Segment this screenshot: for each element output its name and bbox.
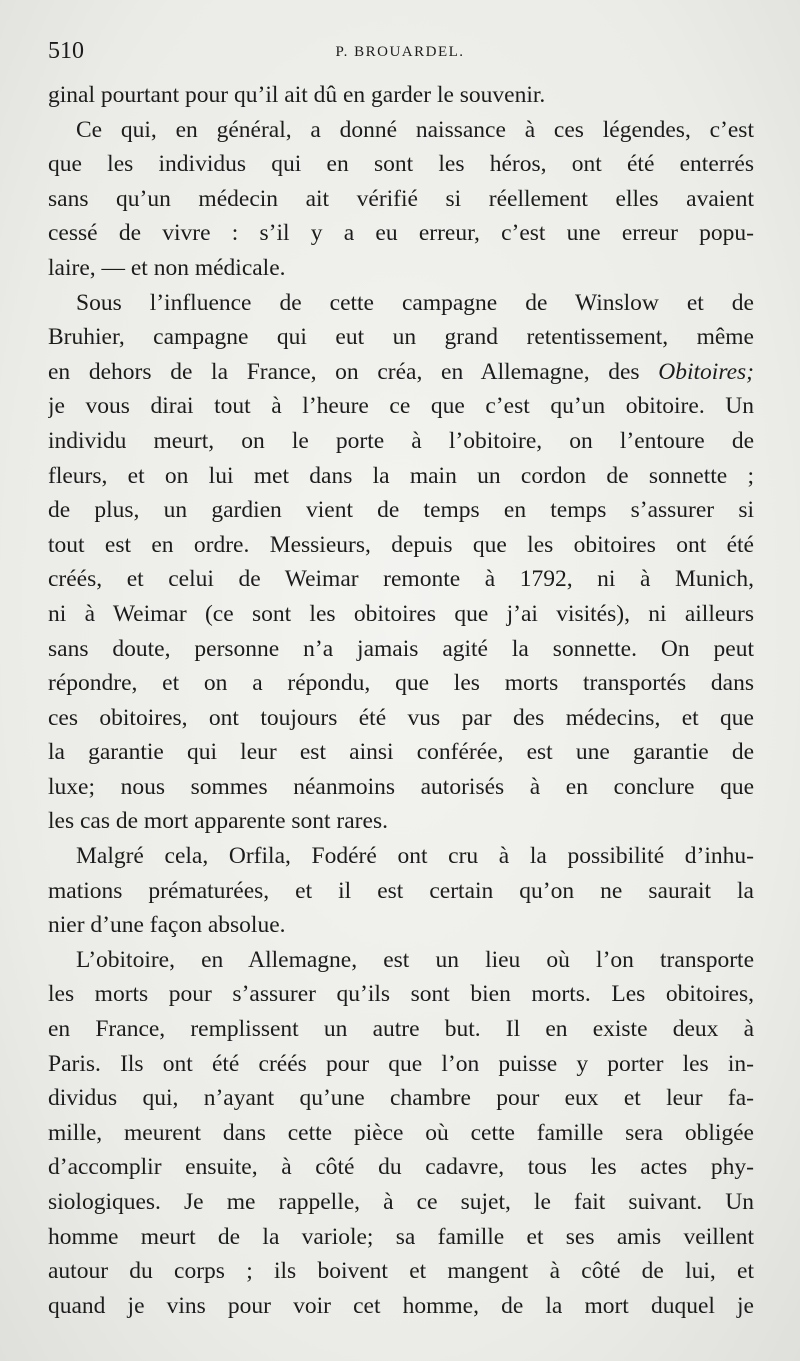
text-line: Ce qui, en général, a donné naissance à ces légendes, c’est	[76, 116, 754, 143]
text-line: luxe; nous sommes néanmoins autorisés à en conclure que	[48, 773, 754, 800]
text-line: d’accomplir ensuite, à côté du cadavre, tous les actes phy-	[48, 1154, 754, 1181]
text-line: en France, remplissent un autre but. Il en existe deux à	[48, 1016, 754, 1043]
text-line: siologiques. Je me rappelle, à ce sujet, le fait suivant. Un	[48, 1189, 754, 1215]
text-line: quand je vins pour voir cet homme, de la mort duquel je	[48, 1292, 754, 1319]
text-line: dividus qui, n’ayant qu’une chambre pour eux et leur fa-	[48, 1085, 754, 1112]
text-line: Sous l’influence de cette campagne de Winslow et de	[76, 289, 754, 316]
text-line: L’obitoire, en Allemagne, est un lieu où l’on transporte	[76, 946, 754, 973]
text-line: les cas de mort apparente sont rares.	[48, 808, 388, 835]
text-line: de plus, un gardien vient de temps en temps s’assurer si	[48, 497, 754, 524]
text-line: ces obitoires, ont toujours été vus par des médecins, et que	[48, 704, 754, 731]
text-line: homme meurt de la variole; sa famille et ses amis veillent	[48, 1223, 754, 1250]
text-line: Bruhier, campagne qui eut un grand retentissement, même	[48, 324, 754, 351]
running-head: P. BROUARDEL.	[335, 44, 465, 60]
text-line: individu meurt, on le porte à l’obitoire, on l’entoure de	[48, 427, 754, 454]
text-line: répondre, et on a répondu, que les morts transportés dans	[48, 670, 754, 697]
text-line: sans qu’un médecin ait vérifié si réellement elles avaient	[48, 185, 754, 212]
text-line: cessé de vivre : s’il y a eu erreur, c’est une erreur popu-	[48, 220, 754, 247]
text-line: ginal pourtant pour qu’il ait dû en garder le souvenir.	[48, 82, 546, 108]
text-line: créés, et celui de Weimar remonte à 1792, ni à Munich,	[48, 566, 754, 593]
page-header	[48, 38, 752, 68]
text-line: mille, meurent dans cette pièce où cette famille sera obligée	[48, 1119, 754, 1146]
page-number: 510	[48, 38, 84, 64]
text-line: sans doute, personne n’a jamais agité la sonnette. On peut	[48, 635, 754, 662]
text-line: je vous dirai tout à l’heure ce que c’est qu’un obitoire. Un	[48, 393, 754, 420]
text-line: Malgré cela, Orfila, Fodéré ont cru à la possibilité d’inhu-	[76, 843, 754, 870]
text-line: Paris. Ils ont été créés pour que l’on puisse y porter les in-	[48, 1050, 754, 1077]
text-line: tout est en ordre. Messieurs, depuis que les obitoires ont été	[48, 531, 754, 558]
text-line: fleurs, et on lui met dans la main un cordon de sonnette ;	[48, 462, 754, 489]
body-text	[48, 78, 754, 1323]
text-line: nier d’une façon absolue.	[48, 912, 286, 939]
text-line: laire, — et non médicale.	[48, 254, 286, 281]
text-line: ni à Weimar (ce sont les obitoires que j’ai visités), ni ailleurs	[48, 600, 754, 627]
text-line: que les individus qui en sont les héros, ont été enterrés	[48, 151, 754, 178]
text-line: les morts pour s’assurer qu’ils sont bien morts. Les obitoires,	[48, 981, 754, 1008]
text-line: en dehors de la France, on créa, en Allemagne, des Obitoires;	[48, 358, 754, 385]
text-line: autour du corps ; ils boivent et mangent à côté de lui, et	[48, 1258, 754, 1285]
text-line: mations prématurées, et il est certain qu’on ne saurait la	[48, 877, 754, 904]
text-line: la garantie qui leur est ainsi conférée, est une garantie de	[48, 739, 754, 766]
